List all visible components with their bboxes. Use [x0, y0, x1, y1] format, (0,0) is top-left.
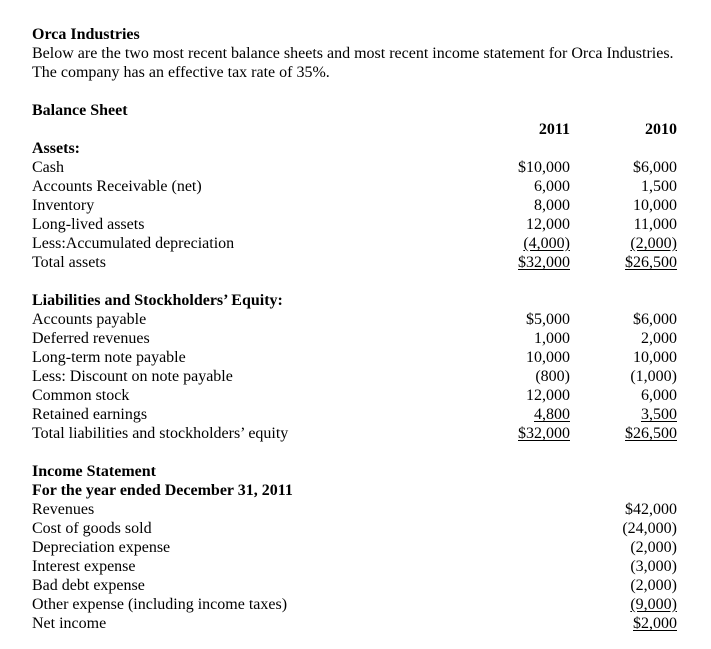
balance-sheet-row [32, 196, 677, 215]
row-label: Accounts Receivable (net) [32, 178, 202, 195]
value-2011: 12,000 [526, 216, 570, 233]
value-2010: 10,000 [633, 197, 677, 214]
row-value: $42,000 [625, 501, 677, 518]
row-label: Less:Accumulated depreciation [32, 235, 235, 252]
row-value: (24,000) [622, 520, 677, 537]
row-value: (9,000) [630, 596, 677, 613]
income-statement-row [32, 576, 677, 595]
value-2011: $5,000 [526, 311, 570, 328]
balance-sheet-row [32, 424, 677, 443]
spacer [32, 272, 677, 291]
row-label: Retained earnings [32, 406, 148, 423]
value-2010: $6,000 [633, 159, 677, 176]
row-label: Cost of goods sold [32, 520, 152, 537]
row-label: Revenues [32, 501, 95, 518]
value-2010: 10,000 [633, 349, 677, 366]
row-value: (2,000) [630, 539, 677, 556]
row-label: Long-lived assets [32, 216, 145, 233]
value-2010: 3,500 [641, 406, 677, 423]
value-2010: 6,000 [641, 387, 677, 404]
row-value: $2,000 [633, 615, 677, 632]
row-value: (3,000) [630, 558, 677, 575]
value-2010: $26,500 [625, 425, 677, 442]
value-2010: 1,500 [641, 178, 677, 195]
value-2010: 11,000 [633, 216, 677, 233]
row-label: Other expense (including income taxes) [32, 596, 288, 613]
value-2010: (1,000) [630, 368, 677, 385]
balance-sheet-row [32, 215, 677, 234]
balance-sheet-heading: Balance Sheet [32, 102, 128, 119]
balance-sheet-row [32, 234, 677, 253]
balance-sheet-row [32, 253, 677, 272]
year-2011-header: 2011 [538, 121, 570, 138]
value-2011: 10,000 [526, 349, 570, 366]
row-value: (2,000) [630, 577, 677, 594]
income-statement-rows [32, 500, 677, 633]
row-label: Common stock [32, 387, 130, 404]
row-label: Bad debt expense [32, 577, 145, 594]
income-statement-section [32, 462, 677, 633]
value-2011: 1,000 [534, 330, 570, 347]
balance-sheet-row [32, 329, 677, 348]
income-statement-row [32, 557, 677, 576]
value-2010: $26,500 [625, 254, 677, 271]
value-2011: 6,000 [534, 178, 570, 195]
value-2011: (800) [535, 368, 570, 385]
row-label: Interest expense [32, 558, 136, 575]
row-label: Long-term note payable [32, 349, 186, 366]
value-2011: $10,000 [518, 159, 570, 176]
value-2010: 2,000 [641, 330, 677, 347]
value-2011: $32,000 [518, 425, 570, 442]
income-statement-row [32, 595, 677, 614]
income-statement-heading: Income Statement [32, 463, 156, 480]
intro-text: Below are the two most recent balance sheets and most recent income statement for Orca Industries. The company has an effective tax rate of 35%. [32, 45, 674, 81]
liabilities-rows [32, 310, 677, 443]
income-statement-period: For the year ended December 31, 2011 [32, 482, 293, 499]
income-statement-row [32, 538, 677, 557]
balance-sheet-row [32, 367, 677, 386]
row-label: Inventory [32, 197, 95, 214]
row-label: Total liabilities and stockholders’ equity [32, 425, 289, 442]
year-2010-header: 2010 [645, 121, 677, 138]
company-title: Orca Industries [32, 26, 140, 43]
value-2011: (4,000) [523, 235, 570, 252]
row-label: Less: Discount on note payable [32, 368, 233, 385]
balance-sheet-row [32, 310, 677, 329]
spacer [32, 82, 677, 101]
assets-rows [32, 158, 677, 272]
spacer [32, 443, 677, 462]
balance-sheet-row [32, 348, 677, 367]
income-statement-row [32, 500, 677, 519]
value-2011: 4,800 [534, 406, 570, 423]
year-header-spacer [32, 120, 470, 139]
balance-sheet-row [32, 405, 677, 424]
liabilities-heading: Liabilities and Stockholders’ Equity: [32, 292, 283, 309]
row-label: Cash [32, 159, 64, 176]
value-2011: 12,000 [526, 387, 570, 404]
balance-sheet-row [32, 177, 677, 196]
row-label: Deferred revenues [32, 330, 150, 347]
value-2011: 8,000 [534, 197, 570, 214]
value-2011: $32,000 [518, 254, 570, 271]
balance-sheet-row [32, 386, 677, 405]
assets-heading: Assets: [32, 140, 80, 157]
value-2010: (2,000) [630, 235, 677, 252]
balance-sheet-section [32, 101, 677, 443]
balance-sheet-row [32, 158, 677, 177]
value-2010: $6,000 [633, 311, 677, 328]
year-header-row [32, 120, 677, 139]
income-statement-row [32, 519, 677, 538]
income-statement-row [32, 614, 677, 633]
row-label: Accounts payable [32, 311, 147, 328]
row-label: Total assets [32, 254, 106, 271]
row-label: Depreciation expense [32, 539, 171, 556]
row-label: Net income [32, 615, 107, 632]
